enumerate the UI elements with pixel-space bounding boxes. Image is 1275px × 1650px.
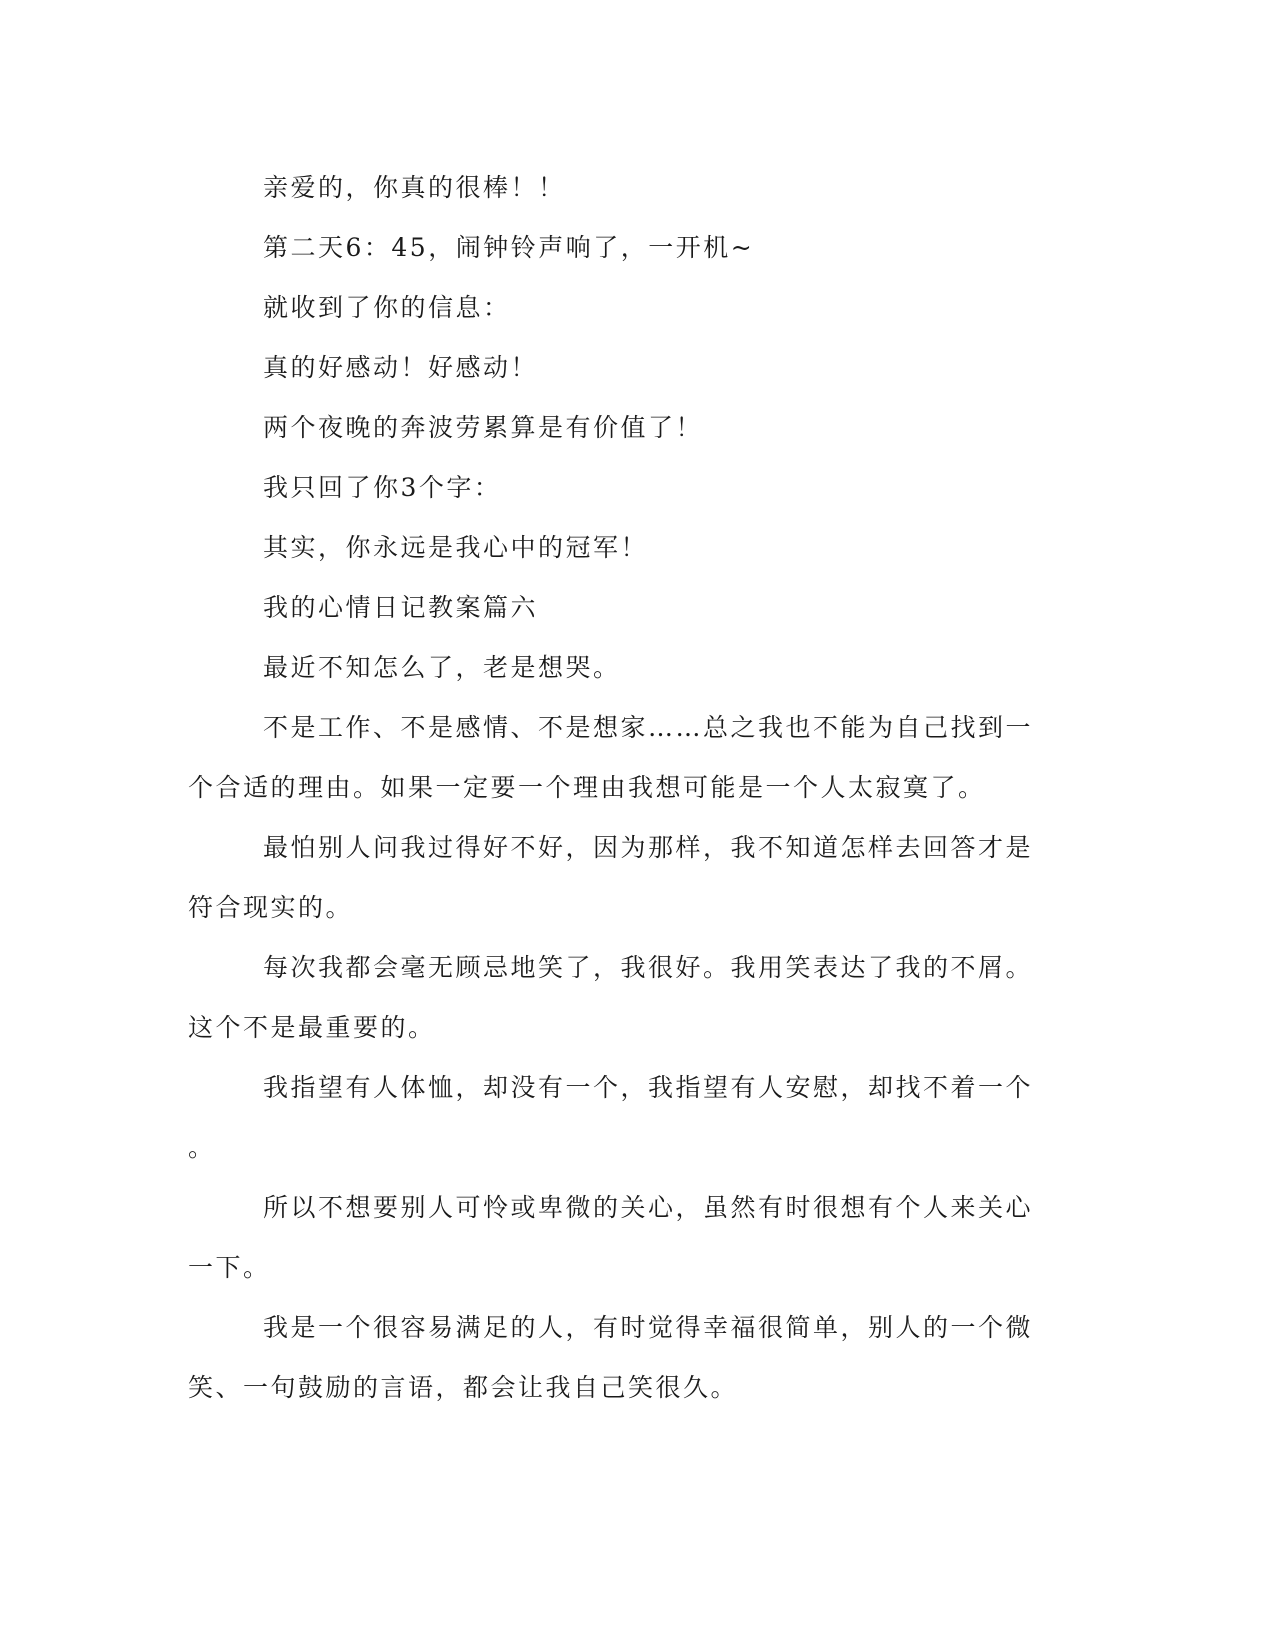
text-line: 其实，你永远是我心中的冠军！ (263, 533, 649, 562)
text-line: 亲爱的，你真的很棒！！ (263, 173, 566, 202)
text-line: 最近不知怎么了，老是想哭。 (263, 653, 621, 682)
text-line: 所以不想要别人可怜或卑微的关心，虽然有时很想有个人来关心 (263, 1193, 1034, 1222)
text-line: 两个夜晚的奔波劳累算是有价值了！ (263, 413, 704, 442)
text-line: 我指望有人体恤，却没有一个，我指望有人安慰，却找不着一个 (263, 1073, 1034, 1102)
text-line: 不是工作、不是感情、不是想家……总之我也不能为自己找到一 (263, 713, 1034, 742)
text-line: 一下。 (188, 1253, 271, 1282)
text-line: 真的好感动！好感动！ (263, 353, 539, 382)
section-heading: 我的心情日记教案篇六 (263, 593, 539, 622)
text-line: 个合适的理由。如果一定要一个理由我想可能是一个人太寂寞了。 (188, 773, 986, 802)
text-line: 我是一个很容易满足的人，有时觉得幸福很简单，别人的一个微 (263, 1313, 1034, 1342)
text-line: 第二天6：45，闹钟铃声响了，一开机~ (263, 233, 755, 262)
text-line: 就收到了你的信息： (263, 293, 511, 322)
text-line: 最怕别人问我过得好不好，因为那样，我不知道怎样去回答才是 (263, 833, 1034, 862)
text-line: 这个不是最重要的。 (188, 1013, 436, 1042)
text-line: 我只回了你3个字： (263, 473, 502, 502)
text-line: 每次我都会毫无顾忌地笑了，我很好。我用笑表达了我的不屑。 (263, 953, 1034, 982)
text-line: 笑、一句鼓励的言语，都会让我自己笑很久。 (188, 1373, 739, 1402)
text-line: 。 (188, 1133, 216, 1162)
text-line: 符合现实的。 (188, 893, 354, 922)
